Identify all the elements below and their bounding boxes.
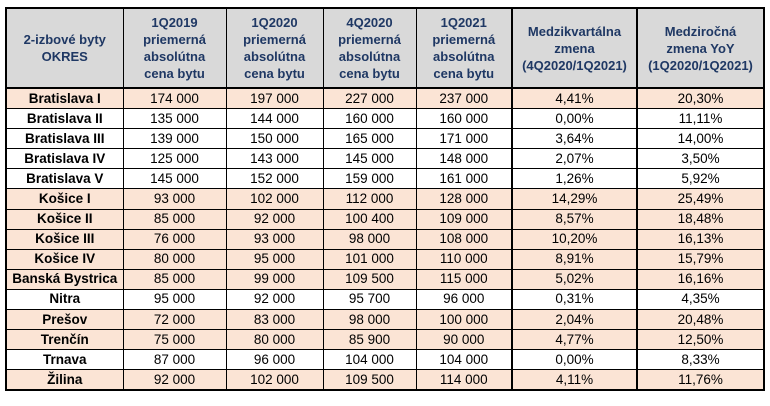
cell-1q2019: 125 000 (123, 149, 226, 169)
cell-1q2020: 144 000 (226, 109, 323, 129)
table-row (6, 169, 764, 189)
cell-1q2019: 145 000 (123, 169, 226, 189)
table-row (6, 370, 764, 391)
cell-1q2019: 92 000 (123, 370, 226, 391)
table-container (5, 7, 765, 391)
table-row (6, 129, 764, 149)
cell-yoy: 11,76% (637, 370, 764, 391)
cell-1q2020: 93 000 (226, 229, 323, 249)
table-row (6, 109, 764, 129)
cell-1q2021: 128 000 (416, 189, 512, 209)
cell-yoy: 25,49% (637, 189, 764, 209)
cell-1q2021: 100 000 (416, 310, 512, 330)
cell-1q2021: 109 000 (416, 209, 512, 229)
cell-okres: Prešov (6, 310, 123, 330)
cell-4q2020: 98 000 (323, 229, 416, 249)
cell-1q2019: 85 000 (123, 269, 226, 289)
cell-4q2020: 98 000 (323, 310, 416, 330)
cell-4q2020: 160 000 (323, 109, 416, 129)
cell-1q2020: 83 000 (226, 310, 323, 330)
cell-1q2020: 92 000 (226, 289, 323, 309)
cell-1q2021: 90 000 (416, 330, 512, 350)
cell-yoy: 8,33% (637, 350, 764, 370)
price-table (5, 7, 765, 391)
cell-qoq: 8,57% (512, 209, 637, 229)
cell-4q2020: 112 000 (323, 189, 416, 209)
cell-1q2021: 96 000 (416, 289, 512, 309)
cell-1q2021: 110 000 (416, 249, 512, 269)
cell-1q2019: 85 000 (123, 209, 226, 229)
cell-qoq: 5,02% (512, 269, 637, 289)
header-1q2019: 1Q2019 priemerná absolútna cena bytu (123, 8, 226, 88)
cell-yoy: 20,30% (637, 88, 764, 109)
cell-qoq: 2,07% (512, 149, 637, 169)
cell-yoy: 16,13% (637, 229, 764, 249)
table-row (6, 249, 764, 269)
cell-1q2020: 80 000 (226, 330, 323, 350)
cell-okres: Bratislava IV (6, 149, 123, 169)
cell-1q2019: 75 000 (123, 330, 226, 350)
cell-1q2021: 104 000 (416, 350, 512, 370)
header-yoy-change: Medziročná zmena YoY (1Q2020/1Q2021) (637, 8, 764, 88)
cell-okres: Trnava (6, 350, 123, 370)
cell-okres: Bratislava I (6, 88, 123, 109)
cell-4q2020: 159 000 (323, 169, 416, 189)
cell-1q2021: 161 000 (416, 169, 512, 189)
cell-qoq: 4,41% (512, 88, 637, 109)
cell-yoy: 16,16% (637, 269, 764, 289)
cell-okres: Nitra (6, 289, 123, 309)
header-1q2021: 1Q2021 priemerná absolútna cena bytu (416, 8, 512, 88)
cell-okres: Bratislava V (6, 169, 123, 189)
cell-1q2021: 108 000 (416, 229, 512, 249)
cell-4q2020: 85 900 (323, 330, 416, 350)
cell-1q2019: 80 000 (123, 249, 226, 269)
cell-okres: Košice IV (6, 249, 123, 269)
cell-4q2020: 109 500 (323, 269, 416, 289)
cell-okres: Banská Bystrica (6, 269, 123, 289)
cell-4q2020: 165 000 (323, 129, 416, 149)
cell-okres: Košice III (6, 229, 123, 249)
header-okres: 2-izbové byty OKRES (6, 8, 123, 88)
header-1q2020: 1Q2020 priemerná absolútna cena bytu (226, 8, 323, 88)
cell-1q2019: 174 000 (123, 88, 226, 109)
cell-1q2020: 95 000 (226, 249, 323, 269)
cell-1q2019: 95 000 (123, 289, 226, 309)
cell-okres: Košice I (6, 189, 123, 209)
cell-qoq: 10,20% (512, 229, 637, 249)
cell-yoy: 14,00% (637, 129, 764, 149)
cell-1q2020: 143 000 (226, 149, 323, 169)
table-row (6, 269, 764, 289)
cell-yoy: 4,35% (637, 289, 764, 309)
table-row (6, 229, 764, 249)
cell-4q2020: 227 000 (323, 88, 416, 109)
cell-4q2020: 104 000 (323, 350, 416, 370)
cell-qoq: 4,77% (512, 330, 637, 350)
cell-yoy: 15,79% (637, 249, 764, 269)
cell-4q2020: 100 400 (323, 209, 416, 229)
cell-qoq: 0,31% (512, 289, 637, 309)
table-row (6, 310, 764, 330)
cell-1q2020: 99 000 (226, 269, 323, 289)
cell-1q2020: 92 000 (226, 209, 323, 229)
cell-okres: Bratislava II (6, 109, 123, 129)
cell-1q2020: 197 000 (226, 88, 323, 109)
cell-qoq: 2,04% (512, 310, 637, 330)
cell-yoy: 12,50% (637, 330, 764, 350)
cell-1q2019: 72 000 (123, 310, 226, 330)
table-row (6, 88, 764, 109)
table-row (6, 350, 764, 370)
cell-4q2020: 109 500 (323, 370, 416, 391)
header-row (6, 8, 764, 88)
cell-1q2019: 76 000 (123, 229, 226, 249)
cell-okres: Bratislava III (6, 129, 123, 149)
cell-qoq: 0,00% (512, 109, 637, 129)
header-4q2020: 4Q2020 priemerná absolútna cena bytu (323, 8, 416, 88)
cell-1q2019: 93 000 (123, 189, 226, 209)
cell-qoq: 4,11% (512, 370, 637, 391)
cell-1q2021: 237 000 (416, 88, 512, 109)
cell-1q2020: 96 000 (226, 350, 323, 370)
cell-okres: Žilina (6, 370, 123, 391)
cell-1q2020: 152 000 (226, 169, 323, 189)
table-row (6, 289, 764, 309)
cell-1q2019: 87 000 (123, 350, 226, 370)
cell-1q2019: 135 000 (123, 109, 226, 129)
cell-1q2021: 171 000 (416, 129, 512, 149)
cell-qoq: 1,26% (512, 169, 637, 189)
cell-okres: Trenčín (6, 330, 123, 350)
cell-qoq: 3,64% (512, 129, 637, 149)
cell-1q2021: 114 000 (416, 370, 512, 391)
cell-4q2020: 145 000 (323, 149, 416, 169)
table-row (6, 189, 764, 209)
table-body (6, 88, 764, 390)
cell-qoq: 0,00% (512, 350, 637, 370)
cell-qoq: 14,29% (512, 189, 637, 209)
cell-yoy: 11,11% (637, 109, 764, 129)
cell-1q2021: 148 000 (416, 149, 512, 169)
header-qoq-change: Medzikvartálna zmena (4Q2020/1Q2021) (512, 8, 637, 88)
cell-1q2021: 160 000 (416, 109, 512, 129)
cell-1q2020: 150 000 (226, 129, 323, 149)
cell-okres: Košice II (6, 209, 123, 229)
cell-qoq: 8,91% (512, 249, 637, 269)
cell-yoy: 3,50% (637, 149, 764, 169)
cell-yoy: 20,48% (637, 310, 764, 330)
cell-yoy: 5,92% (637, 169, 764, 189)
cell-1q2021: 115 000 (416, 269, 512, 289)
cell-1q2019: 139 000 (123, 129, 226, 149)
cell-4q2020: 95 700 (323, 289, 416, 309)
cell-4q2020: 101 000 (323, 249, 416, 269)
cell-1q2020: 102 000 (226, 189, 323, 209)
table-row (6, 149, 764, 169)
table-row (6, 209, 764, 229)
cell-1q2020: 102 000 (226, 370, 323, 391)
table-row (6, 330, 764, 350)
cell-yoy: 18,48% (637, 209, 764, 229)
